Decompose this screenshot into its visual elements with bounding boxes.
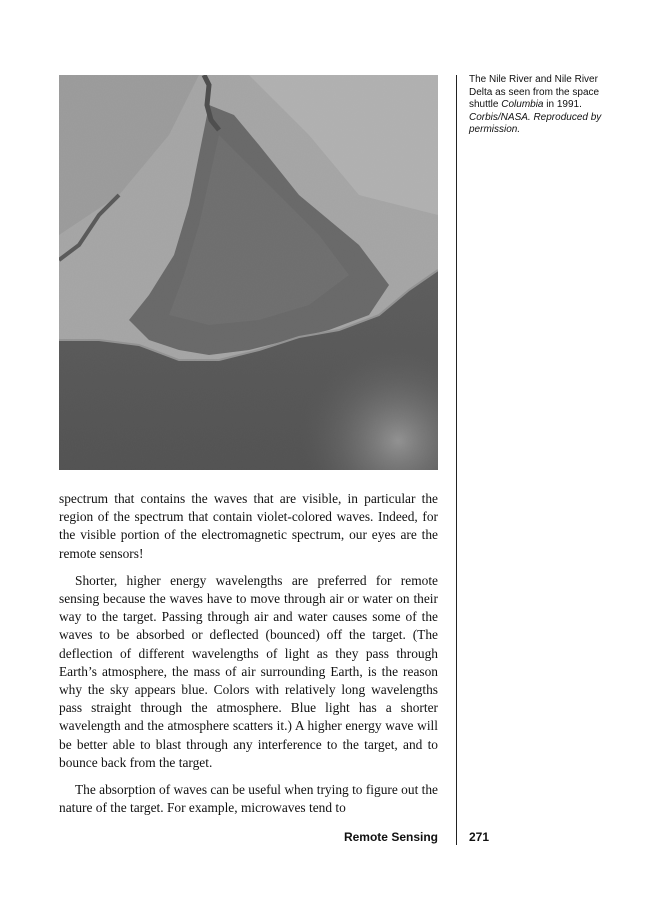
caption-credit [469, 112, 619, 125]
caption-shuttle-name: Columbia [501, 99, 544, 110]
caption-text: in 1991. [543, 99, 582, 110]
paragraph: The absorption of waves can be useful when trying to figure out the nature of the target. For example, microwaves tend to [59, 782, 438, 816]
figure-caption [469, 74, 619, 137]
caption-line [469, 99, 619, 112]
nile-delta-photo [59, 75, 438, 470]
column-divider [456, 75, 457, 845]
caption-line: The Nile River and Nile River [469, 74, 598, 85]
caption-credit-line: permission. [469, 124, 521, 135]
page-number: 271 [469, 830, 490, 844]
paragraph: Shorter, higher energy wavelengths are preferred for remote sensing because the waves have to move through air or water on their way to the target. Passing through air and water causes some of the waves to be absorbed or deflected (bounced) off the target. (The deflection of different wavelengths of light as they pass through Earth’s atmosphere, the mass of air surrounding Earth, is the reason why the sky appears blue. Colors with relatively long wavelengths pass straight through the atmosphere. Blue light has a shorter wavelength and the atmosphere scatters it.) A higher energy wave will be better able to blast through any interference to the target, and to bounce back from the target. [59, 572, 438, 770]
caption-line: Delta as seen from the space [469, 86, 600, 98]
caption-text: shuttle [469, 99, 502, 110]
caption-credit-line: Corbis/NASA. Reproduced by [469, 111, 602, 123]
caption-credit [469, 124, 619, 137]
body-text [59, 490, 438, 826]
nile-delta-satellite-image [59, 75, 438, 470]
running-title: Remote Sensing [343, 830, 438, 844]
paragraph: spectrum that contains the waves that are visible, in particular the region of the spectrum that contain violet-colored waves. Indeed, for the visible portion of the electromagnetic spectrum, our eyes are the remote sensors! [59, 491, 438, 561]
